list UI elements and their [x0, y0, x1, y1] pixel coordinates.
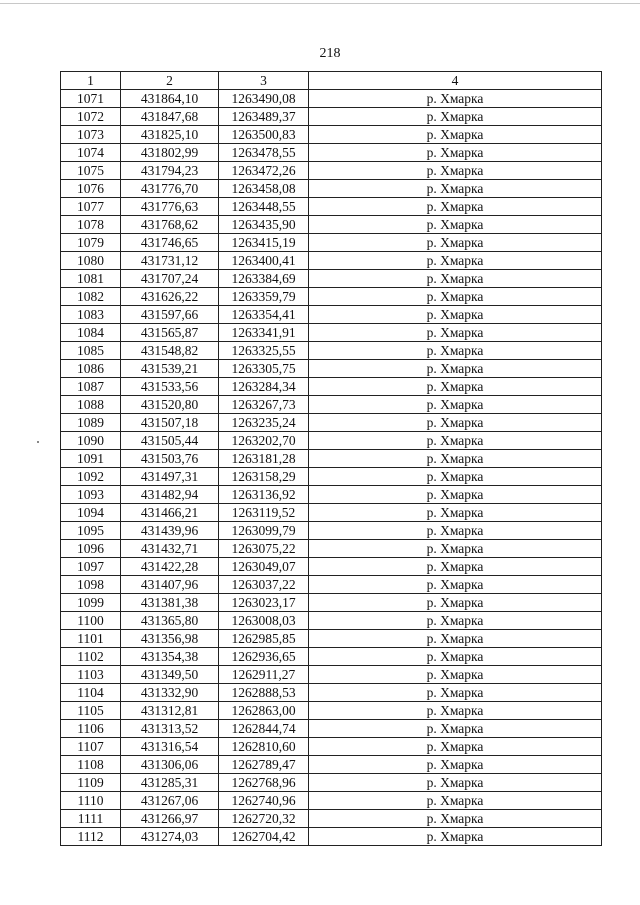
table-row [61, 360, 602, 378]
point-number-cell: 1100 [61, 612, 121, 630]
description-cell: р. Хмарка [309, 378, 602, 396]
point-number-cell: 1077 [61, 198, 121, 216]
coordinates-table [60, 71, 602, 846]
point-number-cell: 1094 [61, 504, 121, 522]
description-cell: р. Хмарка [309, 630, 602, 648]
table-row [61, 540, 602, 558]
table-row [61, 432, 602, 450]
point-number-cell: 1089 [61, 414, 121, 432]
y-coordinate-cell: 1263158,29 [219, 468, 309, 486]
description-cell: р. Хмарка [309, 720, 602, 738]
x-coordinate-cell: 431422,28 [121, 558, 219, 576]
x-coordinate-cell: 431356,98 [121, 630, 219, 648]
column-header: 4 [309, 72, 602, 90]
table-row [61, 756, 602, 774]
description-cell: р. Хмарка [309, 504, 602, 522]
point-number-cell: 1092 [61, 468, 121, 486]
description-cell: р. Хмарка [309, 828, 602, 846]
y-coordinate-cell: 1263478,55 [219, 144, 309, 162]
table-row [61, 720, 602, 738]
point-number-cell: 1102 [61, 648, 121, 666]
y-coordinate-cell: 1262911,27 [219, 666, 309, 684]
table-row [61, 486, 602, 504]
y-coordinate-cell: 1263267,73 [219, 396, 309, 414]
point-number-cell: 1087 [61, 378, 121, 396]
x-coordinate-cell: 431267,06 [121, 792, 219, 810]
description-cell: р. Хмарка [309, 216, 602, 234]
point-number-cell: 1072 [61, 108, 121, 126]
y-coordinate-cell: 1262768,96 [219, 774, 309, 792]
x-coordinate-cell: 431776,63 [121, 198, 219, 216]
point-number-cell: 1086 [61, 360, 121, 378]
y-coordinate-cell: 1263500,83 [219, 126, 309, 144]
point-number-cell: 1111 [61, 810, 121, 828]
table-header-row [61, 72, 602, 90]
point-number-cell: 1096 [61, 540, 121, 558]
table-row [61, 90, 602, 108]
x-coordinate-cell: 431439,96 [121, 522, 219, 540]
y-coordinate-cell: 1262810,60 [219, 738, 309, 756]
point-number-cell: 1106 [61, 720, 121, 738]
y-coordinate-cell: 1262844,74 [219, 720, 309, 738]
table-row [61, 738, 602, 756]
y-coordinate-cell: 1263181,28 [219, 450, 309, 468]
x-coordinate-cell: 431482,94 [121, 486, 219, 504]
y-coordinate-cell: 1263415,19 [219, 234, 309, 252]
y-coordinate-cell: 1262789,47 [219, 756, 309, 774]
description-cell: р. Хмарка [309, 522, 602, 540]
x-coordinate-cell: 431381,38 [121, 594, 219, 612]
y-coordinate-cell: 1262704,42 [219, 828, 309, 846]
point-number-cell: 1098 [61, 576, 121, 594]
page-number: 218 [319, 46, 341, 61]
table-row [61, 774, 602, 792]
x-coordinate-cell: 431597,66 [121, 306, 219, 324]
point-number-cell: 1091 [61, 450, 121, 468]
y-coordinate-cell: 1263435,90 [219, 216, 309, 234]
table-row [61, 414, 602, 432]
point-number-cell: 1071 [61, 90, 121, 108]
point-number-cell: 1107 [61, 738, 121, 756]
point-number-cell: 1099 [61, 594, 121, 612]
y-coordinate-cell: 1263099,79 [219, 522, 309, 540]
x-coordinate-cell: 431316,54 [121, 738, 219, 756]
x-coordinate-cell: 431520,80 [121, 396, 219, 414]
column-header: 1 [61, 72, 121, 90]
point-number-cell: 1110 [61, 792, 121, 810]
description-cell: р. Хмарка [309, 270, 602, 288]
point-number-cell: 1081 [61, 270, 121, 288]
y-coordinate-cell: 1263284,34 [219, 378, 309, 396]
y-coordinate-cell: 1263136,92 [219, 486, 309, 504]
x-coordinate-cell: 431746,65 [121, 234, 219, 252]
table-row [61, 648, 602, 666]
scan-top-border [0, 3, 640, 4]
table-row [61, 396, 602, 414]
description-cell: р. Хмарка [309, 738, 602, 756]
x-coordinate-cell: 431565,87 [121, 324, 219, 342]
description-cell: р. Хмарка [309, 360, 602, 378]
point-number-cell: 1078 [61, 216, 121, 234]
y-coordinate-cell: 1263384,69 [219, 270, 309, 288]
y-coordinate-cell: 1263448,55 [219, 198, 309, 216]
table-row [61, 126, 602, 144]
x-coordinate-cell: 431768,62 [121, 216, 219, 234]
point-number-cell: 1103 [61, 666, 121, 684]
description-cell: р. Хмарка [309, 666, 602, 684]
y-coordinate-cell: 1263490,08 [219, 90, 309, 108]
table-row [61, 342, 602, 360]
table-row [61, 594, 602, 612]
description-cell: р. Хмарка [309, 558, 602, 576]
table-row [61, 144, 602, 162]
table-row [61, 792, 602, 810]
x-coordinate-cell: 431847,68 [121, 108, 219, 126]
point-number-cell: 1079 [61, 234, 121, 252]
x-coordinate-cell: 431794,23 [121, 162, 219, 180]
description-cell: р. Хмарка [309, 702, 602, 720]
y-coordinate-cell: 1263305,75 [219, 360, 309, 378]
y-coordinate-cell: 1263202,70 [219, 432, 309, 450]
x-coordinate-cell: 431354,38 [121, 648, 219, 666]
x-coordinate-cell: 431497,31 [121, 468, 219, 486]
point-number-cell: 1084 [61, 324, 121, 342]
x-coordinate-cell: 431503,76 [121, 450, 219, 468]
y-coordinate-cell: 1263458,08 [219, 180, 309, 198]
y-coordinate-cell: 1263119,52 [219, 504, 309, 522]
y-coordinate-cell: 1263075,22 [219, 540, 309, 558]
description-cell: р. Хмарка [309, 432, 602, 450]
description-cell: р. Хмарка [309, 684, 602, 702]
y-coordinate-cell: 1263023,17 [219, 594, 309, 612]
x-coordinate-cell: 431306,06 [121, 756, 219, 774]
description-cell: р. Хмарка [309, 792, 602, 810]
y-coordinate-cell: 1263008,03 [219, 612, 309, 630]
description-cell: р. Хмарка [309, 90, 602, 108]
y-coordinate-cell: 1262740,96 [219, 792, 309, 810]
table-row [61, 468, 602, 486]
table-row [61, 522, 602, 540]
y-coordinate-cell: 1262863,00 [219, 702, 309, 720]
table-row [61, 612, 602, 630]
table-row [61, 108, 602, 126]
description-cell: р. Хмарка [309, 612, 602, 630]
table-row [61, 810, 602, 828]
x-coordinate-cell: 431731,12 [121, 252, 219, 270]
table-row [61, 378, 602, 396]
column-header: 3 [219, 72, 309, 90]
point-number-cell: 1074 [61, 144, 121, 162]
description-cell: р. Хмарка [309, 234, 602, 252]
x-coordinate-cell: 431407,96 [121, 576, 219, 594]
description-cell: р. Хмарка [309, 180, 602, 198]
description-cell: р. Хмарка [309, 288, 602, 306]
x-coordinate-cell: 431432,71 [121, 540, 219, 558]
description-cell: р. Хмарка [309, 594, 602, 612]
table-row [61, 234, 602, 252]
x-coordinate-cell: 431626,22 [121, 288, 219, 306]
x-coordinate-cell: 431825,10 [121, 126, 219, 144]
x-coordinate-cell: 431548,82 [121, 342, 219, 360]
point-number-cell: 1101 [61, 630, 121, 648]
description-cell: р. Хмарка [309, 756, 602, 774]
description-cell: р. Хмарка [309, 144, 602, 162]
point-number-cell: 1104 [61, 684, 121, 702]
table-row [61, 180, 602, 198]
table-row [61, 198, 602, 216]
point-number-cell: 1109 [61, 774, 121, 792]
table-row [61, 216, 602, 234]
y-coordinate-cell: 1263472,26 [219, 162, 309, 180]
description-cell: р. Хмарка [309, 810, 602, 828]
point-number-cell: 1097 [61, 558, 121, 576]
x-coordinate-cell: 431466,21 [121, 504, 219, 522]
x-coordinate-cell: 431332,90 [121, 684, 219, 702]
description-cell: р. Хмарка [309, 396, 602, 414]
table-row [61, 576, 602, 594]
point-number-cell: 1083 [61, 306, 121, 324]
y-coordinate-cell: 1262936,65 [219, 648, 309, 666]
description-cell: р. Хмарка [309, 324, 602, 342]
description-cell: р. Хмарка [309, 108, 602, 126]
x-coordinate-cell: 431266,97 [121, 810, 219, 828]
point-number-cell: 1108 [61, 756, 121, 774]
table-row [61, 558, 602, 576]
table-row [61, 270, 602, 288]
description-cell: р. Хмарка [309, 306, 602, 324]
x-coordinate-cell: 431365,80 [121, 612, 219, 630]
table-row [61, 630, 602, 648]
description-cell: р. Хмарка [309, 450, 602, 468]
description-cell: р. Хмарка [309, 774, 602, 792]
y-coordinate-cell: 1263354,41 [219, 306, 309, 324]
point-number-cell: 1082 [61, 288, 121, 306]
y-coordinate-cell: 1263489,37 [219, 108, 309, 126]
table-row [61, 324, 602, 342]
point-number-cell: 1080 [61, 252, 121, 270]
point-number-cell: 1073 [61, 126, 121, 144]
point-number-cell: 1075 [61, 162, 121, 180]
y-coordinate-cell: 1263359,79 [219, 288, 309, 306]
x-coordinate-cell: 431707,24 [121, 270, 219, 288]
y-coordinate-cell: 1263341,91 [219, 324, 309, 342]
description-cell: р. Хмарка [309, 414, 602, 432]
x-coordinate-cell: 431802,99 [121, 144, 219, 162]
table-row [61, 702, 602, 720]
description-cell: р. Хмарка [309, 252, 602, 270]
description-cell: р. Хмарка [309, 468, 602, 486]
table-row [61, 828, 602, 846]
table-row [61, 450, 602, 468]
description-cell: р. Хмарка [309, 648, 602, 666]
table-row [61, 666, 602, 684]
description-cell: р. Хмарка [309, 540, 602, 558]
scan-speck [37, 441, 39, 443]
table-row [61, 162, 602, 180]
y-coordinate-cell: 1263235,24 [219, 414, 309, 432]
point-number-cell: 1076 [61, 180, 121, 198]
point-number-cell: 1112 [61, 828, 121, 846]
point-number-cell: 1105 [61, 702, 121, 720]
x-coordinate-cell: 431505,44 [121, 432, 219, 450]
description-cell: р. Хмарка [309, 576, 602, 594]
point-number-cell: 1093 [61, 486, 121, 504]
point-number-cell: 1088 [61, 396, 121, 414]
point-number-cell: 1090 [61, 432, 121, 450]
y-coordinate-cell: 1262985,85 [219, 630, 309, 648]
y-coordinate-cell: 1263400,41 [219, 252, 309, 270]
column-header: 2 [121, 72, 219, 90]
point-number-cell: 1095 [61, 522, 121, 540]
x-coordinate-cell: 431533,56 [121, 378, 219, 396]
y-coordinate-cell: 1262888,53 [219, 684, 309, 702]
y-coordinate-cell: 1263049,07 [219, 558, 309, 576]
x-coordinate-cell: 431776,70 [121, 180, 219, 198]
description-cell: р. Хмарка [309, 126, 602, 144]
x-coordinate-cell: 431864,10 [121, 90, 219, 108]
description-cell: р. Хмарка [309, 342, 602, 360]
table-body [61, 90, 602, 846]
x-coordinate-cell: 431312,81 [121, 702, 219, 720]
x-coordinate-cell: 431349,50 [121, 666, 219, 684]
y-coordinate-cell: 1262720,32 [219, 810, 309, 828]
x-coordinate-cell: 431274,03 [121, 828, 219, 846]
point-number-cell: 1085 [61, 342, 121, 360]
x-coordinate-cell: 431313,52 [121, 720, 219, 738]
table-row [61, 684, 602, 702]
table-row [61, 504, 602, 522]
table-row [61, 252, 602, 270]
y-coordinate-cell: 1263325,55 [219, 342, 309, 360]
table-row [61, 288, 602, 306]
description-cell: р. Хмарка [309, 486, 602, 504]
description-cell: р. Хмарка [309, 162, 602, 180]
y-coordinate-cell: 1263037,22 [219, 576, 309, 594]
x-coordinate-cell: 431285,31 [121, 774, 219, 792]
table-row [61, 306, 602, 324]
x-coordinate-cell: 431539,21 [121, 360, 219, 378]
x-coordinate-cell: 431507,18 [121, 414, 219, 432]
description-cell: р. Хмарка [309, 198, 602, 216]
